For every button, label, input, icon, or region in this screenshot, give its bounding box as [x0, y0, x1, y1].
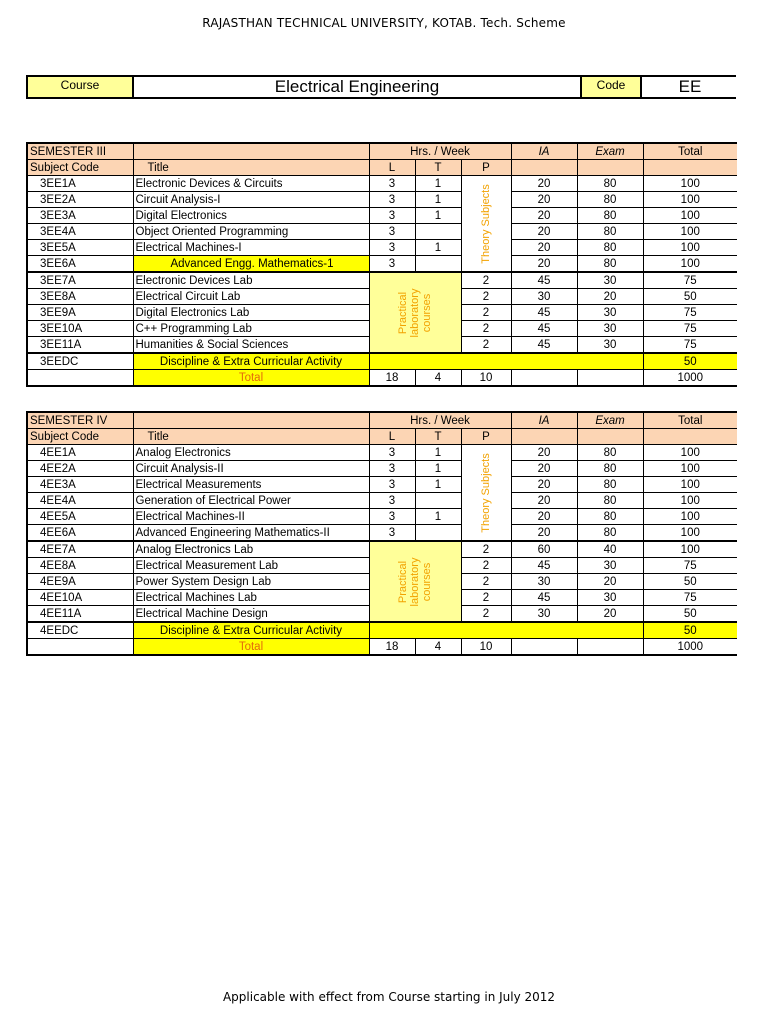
total-marks: 100: [643, 461, 737, 477]
subject-title: Advanced Engg. Mathematics-1: [133, 256, 369, 273]
subject-title: C++ Programming Lab: [133, 321, 369, 337]
subject-title: Electronic Devices & Circuits: [133, 176, 369, 192]
tutorial-hours: 1: [415, 461, 461, 477]
totals-exam-blank: [577, 370, 643, 387]
header-blank: [133, 143, 369, 160]
lecture-hours: 3: [369, 445, 415, 461]
lecture-hours: 3: [369, 509, 415, 525]
subject-title: Humanities & Social Sciences: [133, 337, 369, 354]
practical-hours: 2: [461, 337, 511, 354]
total-marks: 100: [643, 509, 737, 525]
table-row: [27, 192, 737, 208]
title-header: Title: [133, 429, 369, 445]
subject-code-header: Subject Code: [27, 160, 133, 176]
exam-marks: 80: [577, 445, 643, 461]
total-marks: 100: [643, 445, 737, 461]
subject-title: Electronic Devices Lab: [133, 272, 369, 289]
subject-code: 4EE9A: [27, 574, 133, 590]
discipline-title: Discipline & Extra Curricular Activity: [133, 622, 369, 639]
subject-code: 3EE1A: [27, 176, 133, 192]
header-row: [27, 429, 737, 445]
table-row: [27, 224, 737, 240]
practical-label-line: laboratory: [409, 288, 421, 337]
total-practical-hours: 10: [461, 370, 511, 387]
total-lecture-hours: 18: [369, 639, 415, 656]
table-row: [27, 461, 737, 477]
hrs-week-header: Hrs. / Week: [369, 143, 511, 160]
total-tutorial-hours: 4: [415, 370, 461, 387]
l-header: L: [369, 429, 415, 445]
subject-title: Analog Electronics: [133, 445, 369, 461]
subject-title: Electrical Machine Design: [133, 606, 369, 623]
subject-code: 4EE2A: [27, 461, 133, 477]
exam-marks: 80: [577, 256, 643, 273]
subject-title: Object Oriented Programming: [133, 224, 369, 240]
ia-marks: 45: [511, 272, 577, 289]
exam-marks: 30: [577, 590, 643, 606]
practical-hours: 2: [461, 321, 511, 337]
totals-blank: [27, 370, 133, 387]
subject-title: Electrical Machines Lab: [133, 590, 369, 606]
code-value: EE: [642, 77, 738, 97]
total-marks: 50: [643, 622, 737, 639]
header-row: [27, 160, 737, 176]
theory-subjects-text: Theory Subjects: [480, 183, 492, 264]
practical-hours: 2: [461, 541, 511, 558]
subject-code: 3EE4A: [27, 224, 133, 240]
practical-courses-text: [397, 288, 433, 337]
table-row: [27, 272, 737, 289]
tutorial-hours: 1: [415, 477, 461, 493]
lecture-hours: 3: [369, 224, 415, 240]
exam-marks: 30: [577, 272, 643, 289]
tutorial-hours: [415, 525, 461, 542]
practical-hours: 2: [461, 574, 511, 590]
ia-marks: 20: [511, 208, 577, 224]
discipline-row: [27, 622, 737, 639]
tutorial-hours: [415, 493, 461, 509]
lecture-hours: 3: [369, 192, 415, 208]
lecture-hours: 3: [369, 208, 415, 224]
subject-code: 3EE7A: [27, 272, 133, 289]
exam-header-blank: [577, 429, 643, 445]
total-marks: 75: [643, 558, 737, 574]
total-marks: 50: [643, 574, 737, 590]
total-marks: 100: [643, 208, 737, 224]
exam-marks: 30: [577, 337, 643, 354]
subject-title: Electrical Measurements: [133, 477, 369, 493]
course-bar: [26, 75, 736, 99]
ia-marks: 20: [511, 240, 577, 256]
subject-title: Analog Electronics Lab: [133, 541, 369, 558]
header-blank: [133, 412, 369, 429]
page-title: RAJASTHAN TECHNICAL UNIVERSITY, KOTAB. Tech. Scheme: [202, 16, 566, 30]
table-row: [27, 240, 737, 256]
subject-code: 3EE8A: [27, 289, 133, 305]
discipline-blank: [369, 353, 643, 370]
subject-code: 3EE5A: [27, 240, 133, 256]
total-marks: 100: [643, 525, 737, 542]
practical-label-line: courses: [421, 293, 433, 332]
tutorial-hours: 1: [415, 509, 461, 525]
subject-title: Circuit Analysis-I: [133, 192, 369, 208]
exam-marks: 20: [577, 606, 643, 623]
total-marks: 50: [643, 606, 737, 623]
ia-marks: 30: [511, 574, 577, 590]
total-marks: 100: [643, 224, 737, 240]
course-name: Electrical Engineering: [134, 77, 580, 97]
practical-courses-label: [369, 272, 461, 353]
theory-subjects-label: [461, 445, 511, 542]
ia-marks: 45: [511, 321, 577, 337]
exam-marks: 80: [577, 525, 643, 542]
total-header: Total: [643, 412, 737, 429]
ia-marks: 20: [511, 256, 577, 273]
table-row: [27, 541, 737, 558]
ia-header: IA: [511, 412, 577, 429]
total-marks: 100: [643, 176, 737, 192]
practical-hours: 2: [461, 590, 511, 606]
exam-marks: 40: [577, 541, 643, 558]
subject-code: 3EE10A: [27, 321, 133, 337]
totals-ia-blank: [511, 639, 577, 656]
exam-marks: 80: [577, 192, 643, 208]
table-row: [27, 208, 737, 224]
semester-name: SEMESTER IV: [27, 412, 133, 429]
discipline-blank: [369, 622, 643, 639]
table-row: [27, 445, 737, 461]
ia-marks: 60: [511, 541, 577, 558]
lecture-hours: 3: [369, 176, 415, 192]
t-header: T: [415, 160, 461, 176]
subject-code: 3EE3A: [27, 208, 133, 224]
title-header: Title: [133, 160, 369, 176]
ia-marks: 20: [511, 525, 577, 542]
ia-marks: 20: [511, 461, 577, 477]
subject-title: Digital Electronics: [133, 208, 369, 224]
exam-header-blank: [577, 160, 643, 176]
header-row: [27, 143, 737, 160]
total-header-blank: [643, 429, 737, 445]
total-marks: 75: [643, 272, 737, 289]
subject-code: 3EE11A: [27, 337, 133, 354]
semester-3-table: [26, 142, 737, 387]
exam-marks: 30: [577, 321, 643, 337]
total-header-blank: [643, 160, 737, 176]
practical-hours: 2: [461, 289, 511, 305]
practical-hours: 2: [461, 305, 511, 321]
total-tutorial-hours: 4: [415, 639, 461, 656]
semester-name: SEMESTER III: [27, 143, 133, 160]
subject-title: Electrical Circuit Lab: [133, 289, 369, 305]
subject-code-header: Subject Code: [27, 429, 133, 445]
header-row: [27, 412, 737, 429]
p-header: P: [461, 429, 511, 445]
lecture-hours: 3: [369, 493, 415, 509]
subject-title: Generation of Electrical Power: [133, 493, 369, 509]
lecture-hours: 3: [369, 240, 415, 256]
table-row: [27, 477, 737, 493]
subject-code: 4EE1A: [27, 445, 133, 461]
practical-label-line: Practical: [397, 560, 409, 603]
subject-title: Advanced Engineering Mathematics-II: [133, 525, 369, 542]
tutorial-hours: 1: [415, 240, 461, 256]
semester-4-table: [26, 411, 737, 656]
tutorial-hours: 1: [415, 445, 461, 461]
t-header: T: [415, 429, 461, 445]
total-marks: 75: [643, 337, 737, 354]
practical-courses-label: [369, 541, 461, 622]
tutorial-hours: 1: [415, 208, 461, 224]
tutorial-hours: [415, 256, 461, 273]
theory-subjects-text: Theory Subjects: [480, 452, 492, 533]
subject-code: 3EE2A: [27, 192, 133, 208]
practical-hours: 2: [461, 558, 511, 574]
total-marks: 100: [643, 192, 737, 208]
ia-marks: 20: [511, 176, 577, 192]
exam-marks: 80: [577, 240, 643, 256]
subject-code: 4EE11A: [27, 606, 133, 623]
table-row: [27, 256, 737, 273]
total-marks: 100: [643, 240, 737, 256]
subject-code: 4EE3A: [27, 477, 133, 493]
table-row: [27, 509, 737, 525]
total-marks: 50: [643, 353, 737, 370]
total-marks: 100: [643, 541, 737, 558]
ia-marks: 20: [511, 224, 577, 240]
subject-code: 4EE5A: [27, 509, 133, 525]
ia-header-blank: [511, 429, 577, 445]
l-header: L: [369, 160, 415, 176]
subject-code: 3EE9A: [27, 305, 133, 321]
code-label: Code: [580, 77, 642, 97]
practical-label-line: laboratory: [409, 557, 421, 606]
ia-marks: 20: [511, 509, 577, 525]
theory-subjects-label: [461, 176, 511, 273]
total-lecture-hours: 18: [369, 370, 415, 387]
exam-marks: 80: [577, 176, 643, 192]
table-row: [27, 493, 737, 509]
subject-code: 4EE4A: [27, 493, 133, 509]
lecture-hours: 3: [369, 256, 415, 273]
exam-header: Exam: [577, 143, 643, 160]
subject-title: Power System Design Lab: [133, 574, 369, 590]
ia-marks: 45: [511, 337, 577, 354]
ia-marks: 20: [511, 477, 577, 493]
ia-header: IA: [511, 143, 577, 160]
grand-total: 1000: [643, 370, 737, 387]
exam-marks: 80: [577, 208, 643, 224]
table-row: [27, 525, 737, 542]
total-marks: 100: [643, 493, 737, 509]
tutorial-hours: 1: [415, 192, 461, 208]
totals-row: [27, 639, 737, 656]
ia-marks: 30: [511, 289, 577, 305]
ia-marks: 20: [511, 445, 577, 461]
subject-code: 3EE6A: [27, 256, 133, 273]
total-marks: 75: [643, 321, 737, 337]
hrs-week-header: Hrs. / Week: [369, 412, 511, 429]
table-row: [27, 176, 737, 192]
subject-code: 4EE6A: [27, 525, 133, 542]
subject-code: 4EE10A: [27, 590, 133, 606]
total-marks: 100: [643, 256, 737, 273]
practical-label-line: courses: [421, 562, 433, 601]
lecture-hours: 3: [369, 477, 415, 493]
practical-label-line: Practical: [397, 291, 409, 334]
exam-marks: 30: [577, 558, 643, 574]
subject-title: Circuit Analysis-II: [133, 461, 369, 477]
lecture-hours: 3: [369, 525, 415, 542]
ia-marks: 45: [511, 305, 577, 321]
subject-title: Electrical Machines-II: [133, 509, 369, 525]
exam-marks: 80: [577, 224, 643, 240]
grand-total: 1000: [643, 639, 737, 656]
subject-code: 3EEDC: [27, 353, 133, 370]
practical-hours: 2: [461, 606, 511, 623]
ia-marks: 30: [511, 606, 577, 623]
totals-blank: [27, 639, 133, 656]
total-header: Total: [643, 143, 737, 160]
practical-hours: 2: [461, 272, 511, 289]
p-header: P: [461, 160, 511, 176]
subject-code: 4EE7A: [27, 541, 133, 558]
totals-label: Total: [133, 639, 369, 656]
discipline-row: [27, 353, 737, 370]
total-marks: 75: [643, 305, 737, 321]
ia-header-blank: [511, 160, 577, 176]
subject-title: Digital Electronics Lab: [133, 305, 369, 321]
tutorial-hours: 1: [415, 176, 461, 192]
total-marks: 50: [643, 289, 737, 305]
exam-marks: 80: [577, 461, 643, 477]
practical-courses-text: [397, 557, 433, 606]
exam-marks: 80: [577, 509, 643, 525]
ia-marks: 45: [511, 558, 577, 574]
totals-row: [27, 370, 737, 387]
course-label: Course: [28, 77, 134, 97]
subject-code: 4EEDC: [27, 622, 133, 639]
totals-label: Total: [133, 370, 369, 387]
total-marks: 100: [643, 477, 737, 493]
exam-marks: 30: [577, 305, 643, 321]
subject-code: 4EE8A: [27, 558, 133, 574]
subject-title: Electrical Machines-I: [133, 240, 369, 256]
total-marks: 75: [643, 590, 737, 606]
tutorial-hours: [415, 224, 461, 240]
discipline-title: Discipline & Extra Curricular Activity: [133, 353, 369, 370]
lecture-hours: 3: [369, 461, 415, 477]
totals-ia-blank: [511, 370, 577, 387]
ia-marks: 20: [511, 192, 577, 208]
exam-marks: 80: [577, 477, 643, 493]
total-practical-hours: 10: [461, 639, 511, 656]
exam-header: Exam: [577, 412, 643, 429]
footer-note: Applicable with effect from Course starting in July 2012: [222, 990, 556, 1004]
exam-marks: 80: [577, 493, 643, 509]
totals-exam-blank: [577, 639, 643, 656]
subject-title: Electrical Measurement Lab: [133, 558, 369, 574]
ia-marks: 45: [511, 590, 577, 606]
ia-marks: 20: [511, 493, 577, 509]
exam-marks: 20: [577, 289, 643, 305]
exam-marks: 20: [577, 574, 643, 590]
